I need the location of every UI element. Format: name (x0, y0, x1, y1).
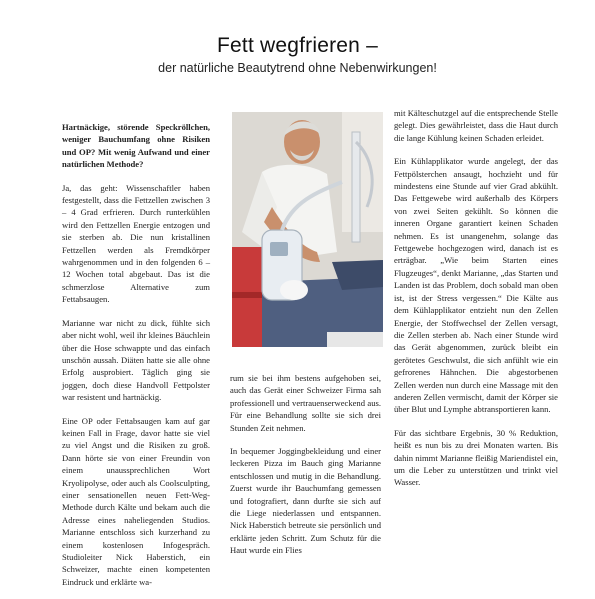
paragraph: Marianne war nicht zu dick, fühlte sich aber nicht wohl, weil ihr kleines Bäuchlein über die Hose schwappte und das einfach unschön aussah. Diäten hatte sie alle ohne Erfolg ausprobiert. Täglich ging sie joggen, doch diese Handvoll Fettpolster war resistent und hartnäckig. (62, 317, 210, 403)
article-column-2 (230, 372, 381, 568)
treatment-photo (232, 112, 383, 347)
photo-illustration (232, 112, 383, 347)
paragraph: mit Kälteschutzgel auf die entsprechende Stelle gelegt. Dies gewährleistet, dass die Haut durch die lange Kühlung keinen Schaden erleidet. (394, 108, 558, 143)
article-column-3 (394, 107, 558, 500)
article-subtitle: der natürliche Beautytrend ohne Nebenwirkungen! (158, 61, 437, 75)
paragraph: Ein Kühlapplikator wurde angelegt, der das Fettpölsterchen ansaugt, hochzieht und für mindestens eine Stunde auf vier Grad abkühlt. Das Fettgewebe wird außerhalb des Körpers von zwei Seiten gekühlt. So können die inneren Organe garantiert keinen Schaden nehmen. Es ist unangenehm, solange das Fettgewebe hochgezogen wird, danach ist es erträgbar. „Wie beim Starten eines Flugzeuges“, denkt Marianne, „das Starten und Landen ist das Problem, doch sobald man oben ist, ist der Stress vergessen.“ Die Kälte aus dem Kühlapplikator entzieht nun den Zellen Energie, der Stoffwechsel der Zellen versagt, die Zellen sterben ab. Nach einer Stunde wird das Gerät abgenommen, zurück bleibt ein gerötetes Geschwulst, die sich anfühlt wie ein gefrorenes Hähnchen. Die abgestorbenen Zellen werden nun durch eine Massage mit den anderen Zellen vermischt, damit der Körper sie über Blut und Lymphe abtransportieren kann. (394, 156, 558, 415)
paragraph: Für das sichtbare Ergebnis, 30 % Reduktion, heißt es nun bis zu drei Monaten warten. Bis dahin nimmt Marianne fleißig Mariendistel ein, um die Leber zu unterstützen und trinkt viel Wasser. (394, 427, 558, 488)
article-title: Fett wegfrieren – (217, 34, 378, 57)
paragraph: rum sie bei ihm bestens aufgehoben sei, auch das Gerät einer Schweizer Firma sah professionell und vertrauenserweckend aus. Für eine Behandlung sollte sie sich drei Stunden Zeit nehmen. (230, 373, 381, 433)
lead-paragraph: Hartnäckige, störende Speckröllchen, weniger Bauchumfang ohne Risiken und OP? Mit wenig Aufwand und einer natürlichen Methode? (62, 122, 210, 170)
paragraph: In bequemer Joggingbekleidung und einer leckeren Pizza im Bauch ging Marianne entschlossen und mutig in die Behandlung. Zuerst wurde ihr Bauchumfang gemessen und fotografiert, dann durfte sie sich auf die Liege niederlassen und entspannen. Nick Haberstich betreute sie persönlich und erklärte jeden Schritt. Zum Schutz für die Haut wurde ein Flies (230, 446, 381, 556)
article-column-1 (62, 121, 210, 599)
paragraph: Ja, das geht: Wissenschaftler haben festgestellt, dass die Fettzellen zwischen 3 – 4 Grad erfrieren. Durch runterkühlen wird den Fettzellen Energie entzogen und sie sterben ab. Die nun kristallinen Fettzellen werden als Fremdkörper wahrgenommen und in den folgenden 6 – 12 Wochen total abgebaut. Das ist die schmerzlose Alternative zum Fettabsaugen. (62, 182, 210, 305)
paragraph: Eine OP oder Fettabsaugen kam auf gar keinen Fall in Frage, davor hatte sie viel zu viel Angst und die Risiken zu groß. Dann hörte sie von einer Freundin von einem unaussprechlichen Wort Kryolipolyse, oder auch als Coolsculpting, einer sensationellen neuen Fett-Weg-Methode durch Kälte und bekam auch die Adresse eines naheliegenden Studios. Marianne entschloss sich kurzerhand zu einem kostenlosen Infogespräch. Studioleiter Nick Haberstich, ein Schweizer, machte einen kompetenten Eindruck und erklärte wa- (62, 415, 210, 587)
